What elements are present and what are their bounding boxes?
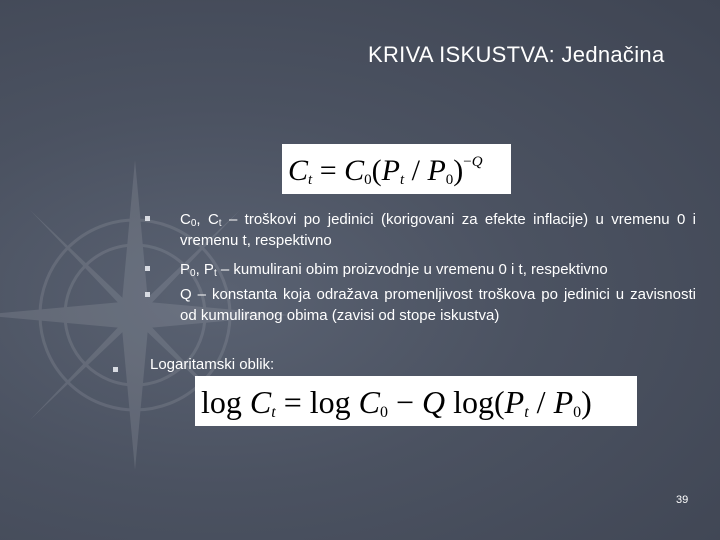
page-number: 39: [676, 494, 689, 506]
formula-main: [282, 144, 511, 194]
square-bullet-icon: [145, 266, 150, 271]
square-bullet-icon: [113, 367, 118, 372]
formula-log-graphic: [195, 376, 637, 426]
square-bullet-icon: [145, 216, 150, 221]
list-item: $P_0$, $P_t$ – kumulirani obim proizvodnje u vremenu 0 i t, respektivno: [180, 261, 608, 279]
log-form-label: Logaritamski oblik:: [150, 356, 275, 373]
formula-log: [195, 376, 637, 426]
list-item: $C_0$, $C_t$ – troškovi po jedinici (korigovani za efekte inflacije) u vremenu 0 i vremenu t, respektivno: [180, 211, 696, 249]
svg-text:log Ct = log C0 − Q log(Pt / P: log Ct = log C0 − Q log(Pt / P0): [201, 384, 592, 421]
svg-text:Ct = C0(Pt / P0)−Q: Ct = C0(Pt / P0)−Q: [288, 154, 483, 188]
slide-title: KRIVA ISKUSTVA: Jednačina: [368, 42, 665, 67]
list-item: Q – konstanta koja odražava promenljivost troškova po jedinici u zavisnosti od kumuliranog obima (zavisi od stope iskustva): [180, 286, 696, 324]
formula-main-graphic: [282, 144, 511, 194]
square-bullet-icon: [145, 292, 150, 297]
